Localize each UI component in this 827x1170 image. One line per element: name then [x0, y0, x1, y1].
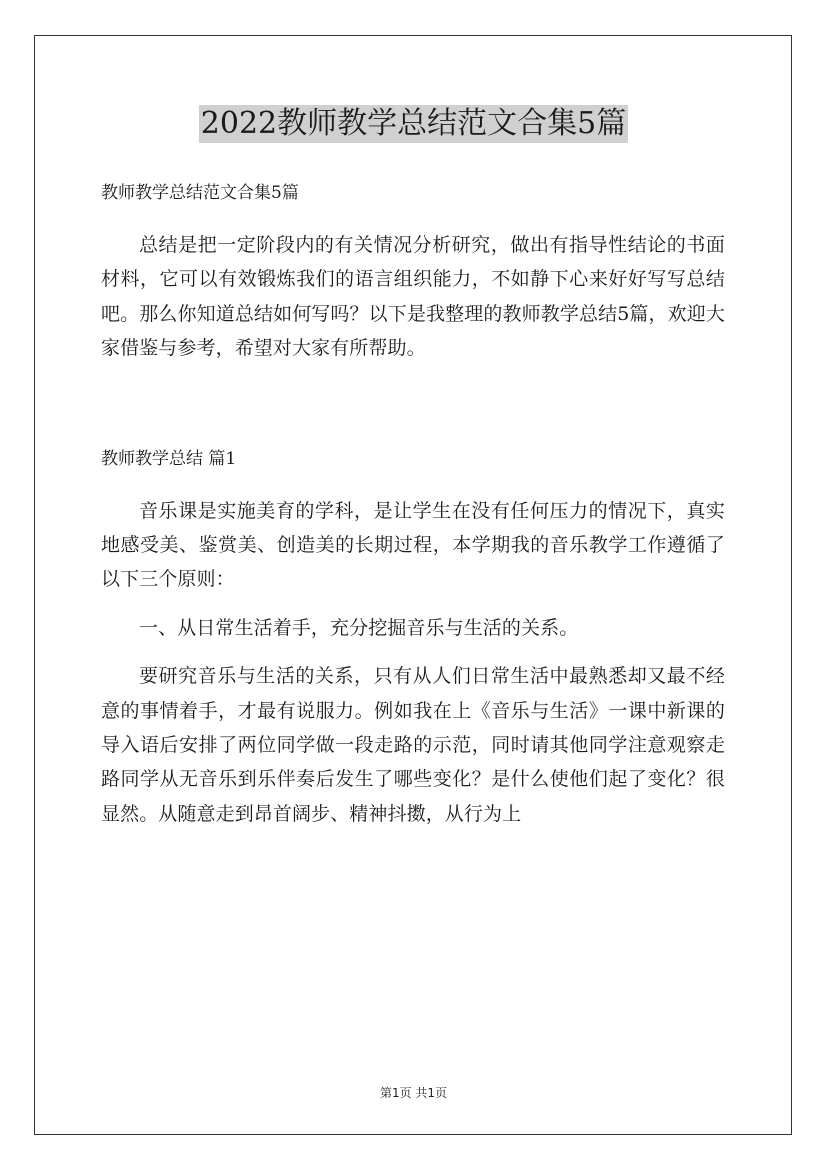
- spacer: [101, 210, 725, 228]
- body-paragraph-1: 音乐课是实施美育的学科，是让学生在没有任何压力的情况下，真实地感受美、鉴赏美、创造美的长期过程，本学期我的音乐教学工作遵循了以下三个原则：: [101, 499, 725, 591]
- body-paragraph-3: 要研究音乐与生活的关系，只有从人们日常生活中最熟悉却又最不经意的事情着手，才最有说服力。例如我在上《音乐与生活》一课中新课的导入语后安排了两位同学做一段走路的示范，同时请其他同学注意观察走路同学从无音乐到乐伴奏后发生了哪些变化？是什么使他们起了变化？很显然。从随意走到昂首阔步、精神抖擞，从行为上: [101, 665, 725, 825]
- document-body: [101, 176, 725, 831]
- body-paragraph-2: 一、从日常生活着手，充分挖掘音乐与生活的关系。: [139, 616, 579, 639]
- document-title-text: 2022教师教学总结范文合集5篇: [200, 106, 627, 141]
- spacer: [101, 597, 725, 611]
- document-title: [0, 103, 827, 143]
- spacer: [101, 645, 725, 659]
- spacer: [101, 366, 725, 442]
- document-subtitle: 教师教学总结范文合集5篇: [101, 183, 299, 203]
- page-number-footer: 第1页 共1页: [379, 1086, 448, 1100]
- section-heading: 教师教学总结 篇1: [101, 448, 237, 469]
- intro-paragraph: 总结是把一定阶段内的有关情况分析研究，做出有指导性结论的书面材料，它可以有效锻炼我们的语言组织能力，不如静下心来好好写写总结吧。那么你知道总结如何写吗？以下是我整理的教师教学总结5篇，欢迎大家借鉴与参考，希望对大家有所帮助。: [101, 234, 725, 360]
- spacer: [101, 476, 725, 494]
